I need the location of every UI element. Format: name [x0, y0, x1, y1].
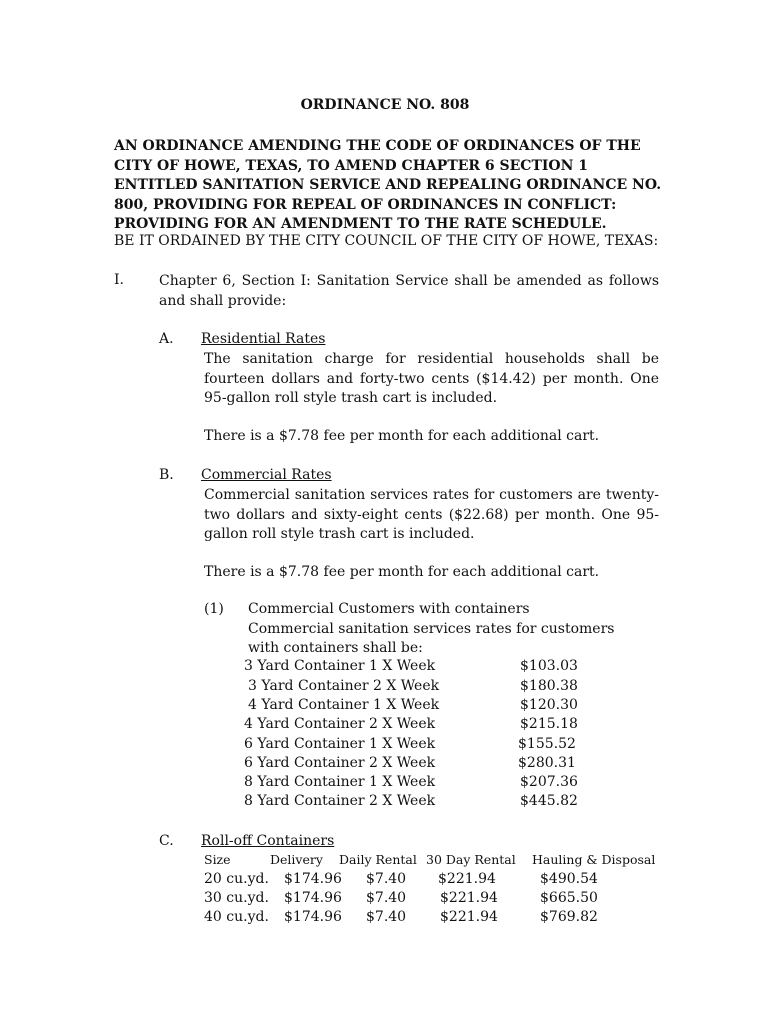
rate-label: 6 Yard Container 1 X Week [244, 736, 436, 752]
rate-label: 6 Yard Container 2 X Week [244, 755, 436, 771]
rate-price: $207.36 [520, 774, 578, 790]
table-cell: $174.96 [284, 909, 342, 925]
table-cell: $221.94 [438, 871, 496, 887]
subsection-number: (1) [204, 601, 224, 617]
rate-price: $180.38 [520, 678, 578, 694]
rate-price: $215.18 [520, 716, 578, 732]
table-cell: $7.40 [366, 871, 407, 887]
table-cell: $7.40 [366, 909, 407, 925]
section-text: Chapter 6, Section I: Sanitation Service shall be amended as follows and shall provide: [159, 273, 659, 309]
section-c-letter: C. [159, 833, 174, 849]
rate-price: $155.52 [518, 736, 576, 752]
column-header: Hauling & Disposal [532, 852, 656, 867]
ordinance-preamble: AN ORDINANCE AMENDING THE CODE OF ORDINANCES OF THE CITY OF HOWE, TEXAS, TO AMEND CHAPTER 6 SECTION 1 ENTITLED SANITATION SERVICE AND REPEALING ORDINANCE NO. 800, PROVIDING FOR REPEAL OF ORDINANCES IN CONFLICT: PROVIDING FOR AN AMENDMENT TO THE RATE SCHEDULE. [114, 138, 662, 232]
table-cell: $665.50 [540, 890, 598, 906]
section-a-heading: Residential Rates [201, 331, 326, 347]
section-number: I. [114, 272, 124, 288]
section-a-letter: A. [159, 331, 174, 347]
table-cell: $221.94 [440, 909, 498, 925]
section-a-body: The sanitation charge for residential households shall be fourteen dollars and forty-two cents ($14.42) per month. One 95-gallon roll style trash cart is included. [204, 351, 659, 406]
section-b-body: Commercial sanitation services rates for customers are twenty-two dollars and sixty-eight cents ($22.68) per month. One 95-gallon roll style trash cart is included. [204, 487, 659, 542]
rate-label: 3 Yard Container 2 X Week [248, 678, 440, 694]
column-header: Size [204, 852, 231, 867]
table-cell: $174.96 [284, 890, 342, 906]
table-cell: $7.40 [366, 890, 407, 906]
rate-label: 4 Yard Container 1 X Week [248, 697, 440, 713]
rate-price: $445.82 [520, 793, 578, 809]
rate-label: 3 Yard Container 1 X Week [244, 658, 436, 674]
page-title: ORDINANCE NO. 808 [300, 97, 470, 113]
table-cell: $221.94 [440, 890, 498, 906]
rate-price: $120.30 [520, 697, 578, 713]
section-c-heading: Roll-off Containers [201, 833, 335, 849]
section-b-heading: Commercial Rates [201, 467, 332, 483]
ordained-clause: BE IT ORDAINED BY THE CITY COUNCIL OF THE CITY OF HOWE, TEXAS: [114, 233, 659, 249]
rate-label: 8 Yard Container 1 X Week [244, 774, 436, 790]
column-header: 30 Day Rental [426, 852, 516, 867]
rate-price: $280.31 [518, 755, 576, 771]
rate-label: 4 Yard Container 2 X Week [244, 716, 436, 732]
table-cell: 20 cu.yd. [204, 871, 269, 887]
column-header: Delivery [270, 852, 323, 867]
section-b-letter: B. [159, 467, 174, 483]
table-cell: $490.54 [540, 871, 598, 887]
rate-price: $103.03 [520, 658, 578, 674]
subsection-intro: Commercial sanitation services rates for customers with containers shall be: [248, 621, 615, 656]
table-cell: $174.96 [284, 871, 342, 887]
subsection-heading: Commercial Customers with containers [248, 601, 530, 617]
table-cell: 30 cu.yd. [204, 890, 269, 906]
section-a-extra: There is a $7.78 fee per month for each additional cart. [204, 428, 600, 444]
section-b-extra: There is a $7.78 fee per month for each additional cart. [204, 564, 600, 580]
table-cell: $769.82 [540, 909, 598, 925]
rate-label: 8 Yard Container 2 X Week [244, 793, 436, 809]
column-header: Daily Rental [339, 852, 417, 867]
table-cell: 40 cu.yd. [204, 909, 269, 925]
